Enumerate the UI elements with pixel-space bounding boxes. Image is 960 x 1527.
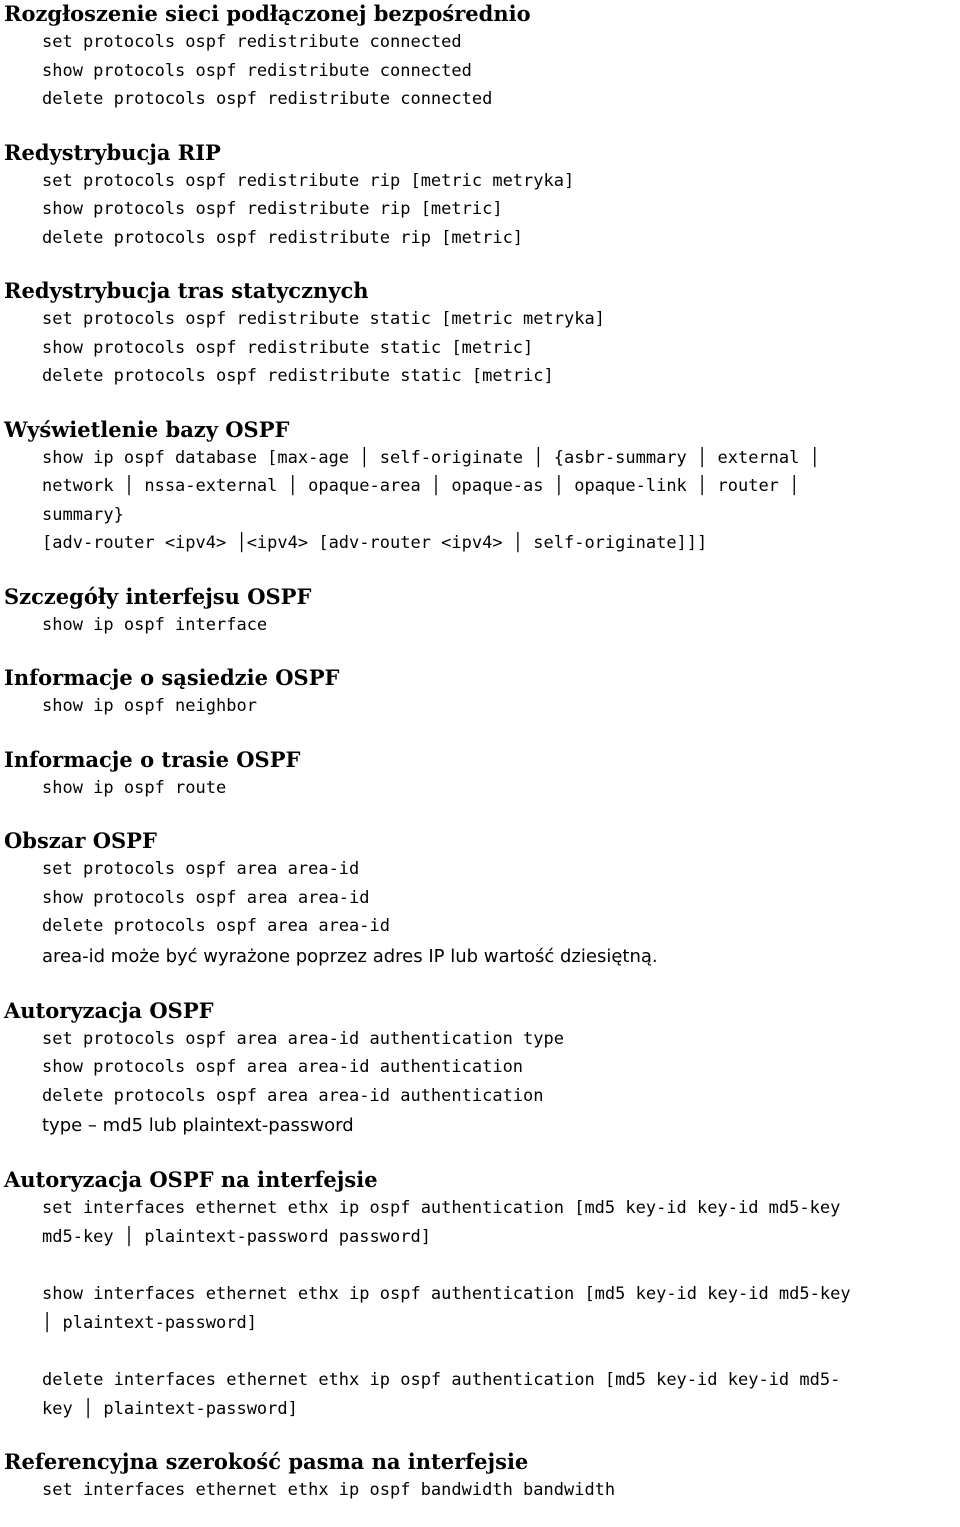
- command-line: delete protocols ospf redistribute connected: [42, 89, 493, 109]
- section-heading: Referencyjna szerokość pasma na interfejsie: [4, 1449, 529, 1474]
- command-line: show interfaces ethernet ethx ip ospf authentication [md5 key-id key-id md5-key: [42, 1284, 851, 1304]
- section-ospf-database: [4, 416, 960, 558]
- section-heading: Informacje o sąsiedzie OSPF: [4, 665, 340, 690]
- section-ospf-route: [4, 746, 960, 803]
- command-line: set interfaces ethernet ethx ip ospf authentication [md5 key-id key-id md5-key: [42, 1198, 841, 1218]
- section-heading: Autoryzacja OSPF na interfejsie: [4, 1167, 378, 1192]
- command-line: show ip ospf neighbor: [42, 696, 257, 716]
- command-line: │ plaintext-password]: [42, 1312, 257, 1333]
- section-ospf-authentication: [4, 997, 960, 1142]
- command-line: delete protocols ospf area area-id: [42, 916, 390, 936]
- command-line: md5-key │ plaintext-password password]: [42, 1226, 431, 1247]
- section-interface-authentication: [4, 1166, 960, 1423]
- command-line: show protocols ospf redistribute rip [metric]: [42, 199, 503, 219]
- section-heading: Redystrybucja RIP: [4, 139, 221, 165]
- command-line: show protocols ospf redistribute connected: [42, 60, 472, 81]
- command-line: delete protocols ospf area area-id authentication: [42, 1085, 544, 1106]
- command-line: show protocols ospf area area-id authentication: [42, 1057, 524, 1077]
- section-note: type – md5 lub plaintext-password: [42, 1115, 354, 1136]
- command-line: show protocols ospf redistribute static [metric]: [42, 337, 534, 358]
- command-line: network │ nssa-external │ opaque-area │ opaque-as │ opaque-link │ router │: [42, 476, 800, 496]
- command-line: set protocols ospf area area-id: [42, 859, 360, 879]
- command-line: set protocols ospf redistribute rip [metric metryka]: [42, 170, 575, 191]
- section-heading: Wyświetlenie bazy OSPF: [4, 416, 290, 442]
- section-connected-redistribution: [4, 0, 960, 114]
- command-line: show ip ospf database [max-age │ self-originate │ {asbr-summary │ external │: [42, 447, 820, 468]
- section-heading: Informacje o trasie OSPF: [4, 746, 301, 772]
- section-rip-redistribution: [4, 139, 960, 253]
- command-line: set protocols ospf redistribute connected: [42, 32, 462, 52]
- section-heading: Autoryzacja OSPF: [4, 997, 214, 1023]
- command-line: show ip ospf interface: [42, 614, 268, 635]
- command-line: show protocols ospf area area-id: [42, 887, 370, 908]
- command-line: delete protocols ospf redistribute rip [metric]: [42, 227, 524, 248]
- command-line: key │ plaintext-password]: [42, 1398, 298, 1419]
- section-reference-bandwidth: [4, 1448, 960, 1505]
- command-line: show ip ospf route: [42, 777, 227, 798]
- section-heading: Rozgłoszenie sieci podłączonej bezpośrednio: [4, 1, 531, 26]
- section-heading: Obszar OSPF: [4, 828, 157, 853]
- command-line: delete protocols ospf redistribute static [metric]: [42, 366, 554, 386]
- section-ospf-interface: [4, 583, 960, 640]
- section-heading: Szczegóły interfejsu OSPF: [4, 583, 312, 609]
- command-line: set protocols ospf area area-id authentication type: [42, 1028, 564, 1049]
- section-ospf-neighbor: [4, 664, 960, 721]
- section-heading: Redystrybucja tras statycznych: [4, 278, 369, 303]
- section-note: area-id może być wyrażone poprzez adres IP lub wartość dziesiętną.: [42, 945, 658, 967]
- command-line: delete interfaces ethernet ethx ip ospf authentication [md5 key-id key-id md5-: [42, 1370, 841, 1390]
- command-line: [adv-router <ipv4> │<ipv4> [adv-router <ipv4> │ self-originate]]]: [42, 533, 708, 553]
- section-ospf-area: [4, 827, 960, 972]
- command-line: set interfaces ethernet ethx ip ospf bandwidth bandwidth: [42, 1480, 616, 1500]
- command-line: summary}: [42, 504, 124, 525]
- command-line: set protocols ospf redistribute static [metric metryka]: [42, 309, 605, 329]
- section-static-redistribution: [4, 277, 960, 391]
